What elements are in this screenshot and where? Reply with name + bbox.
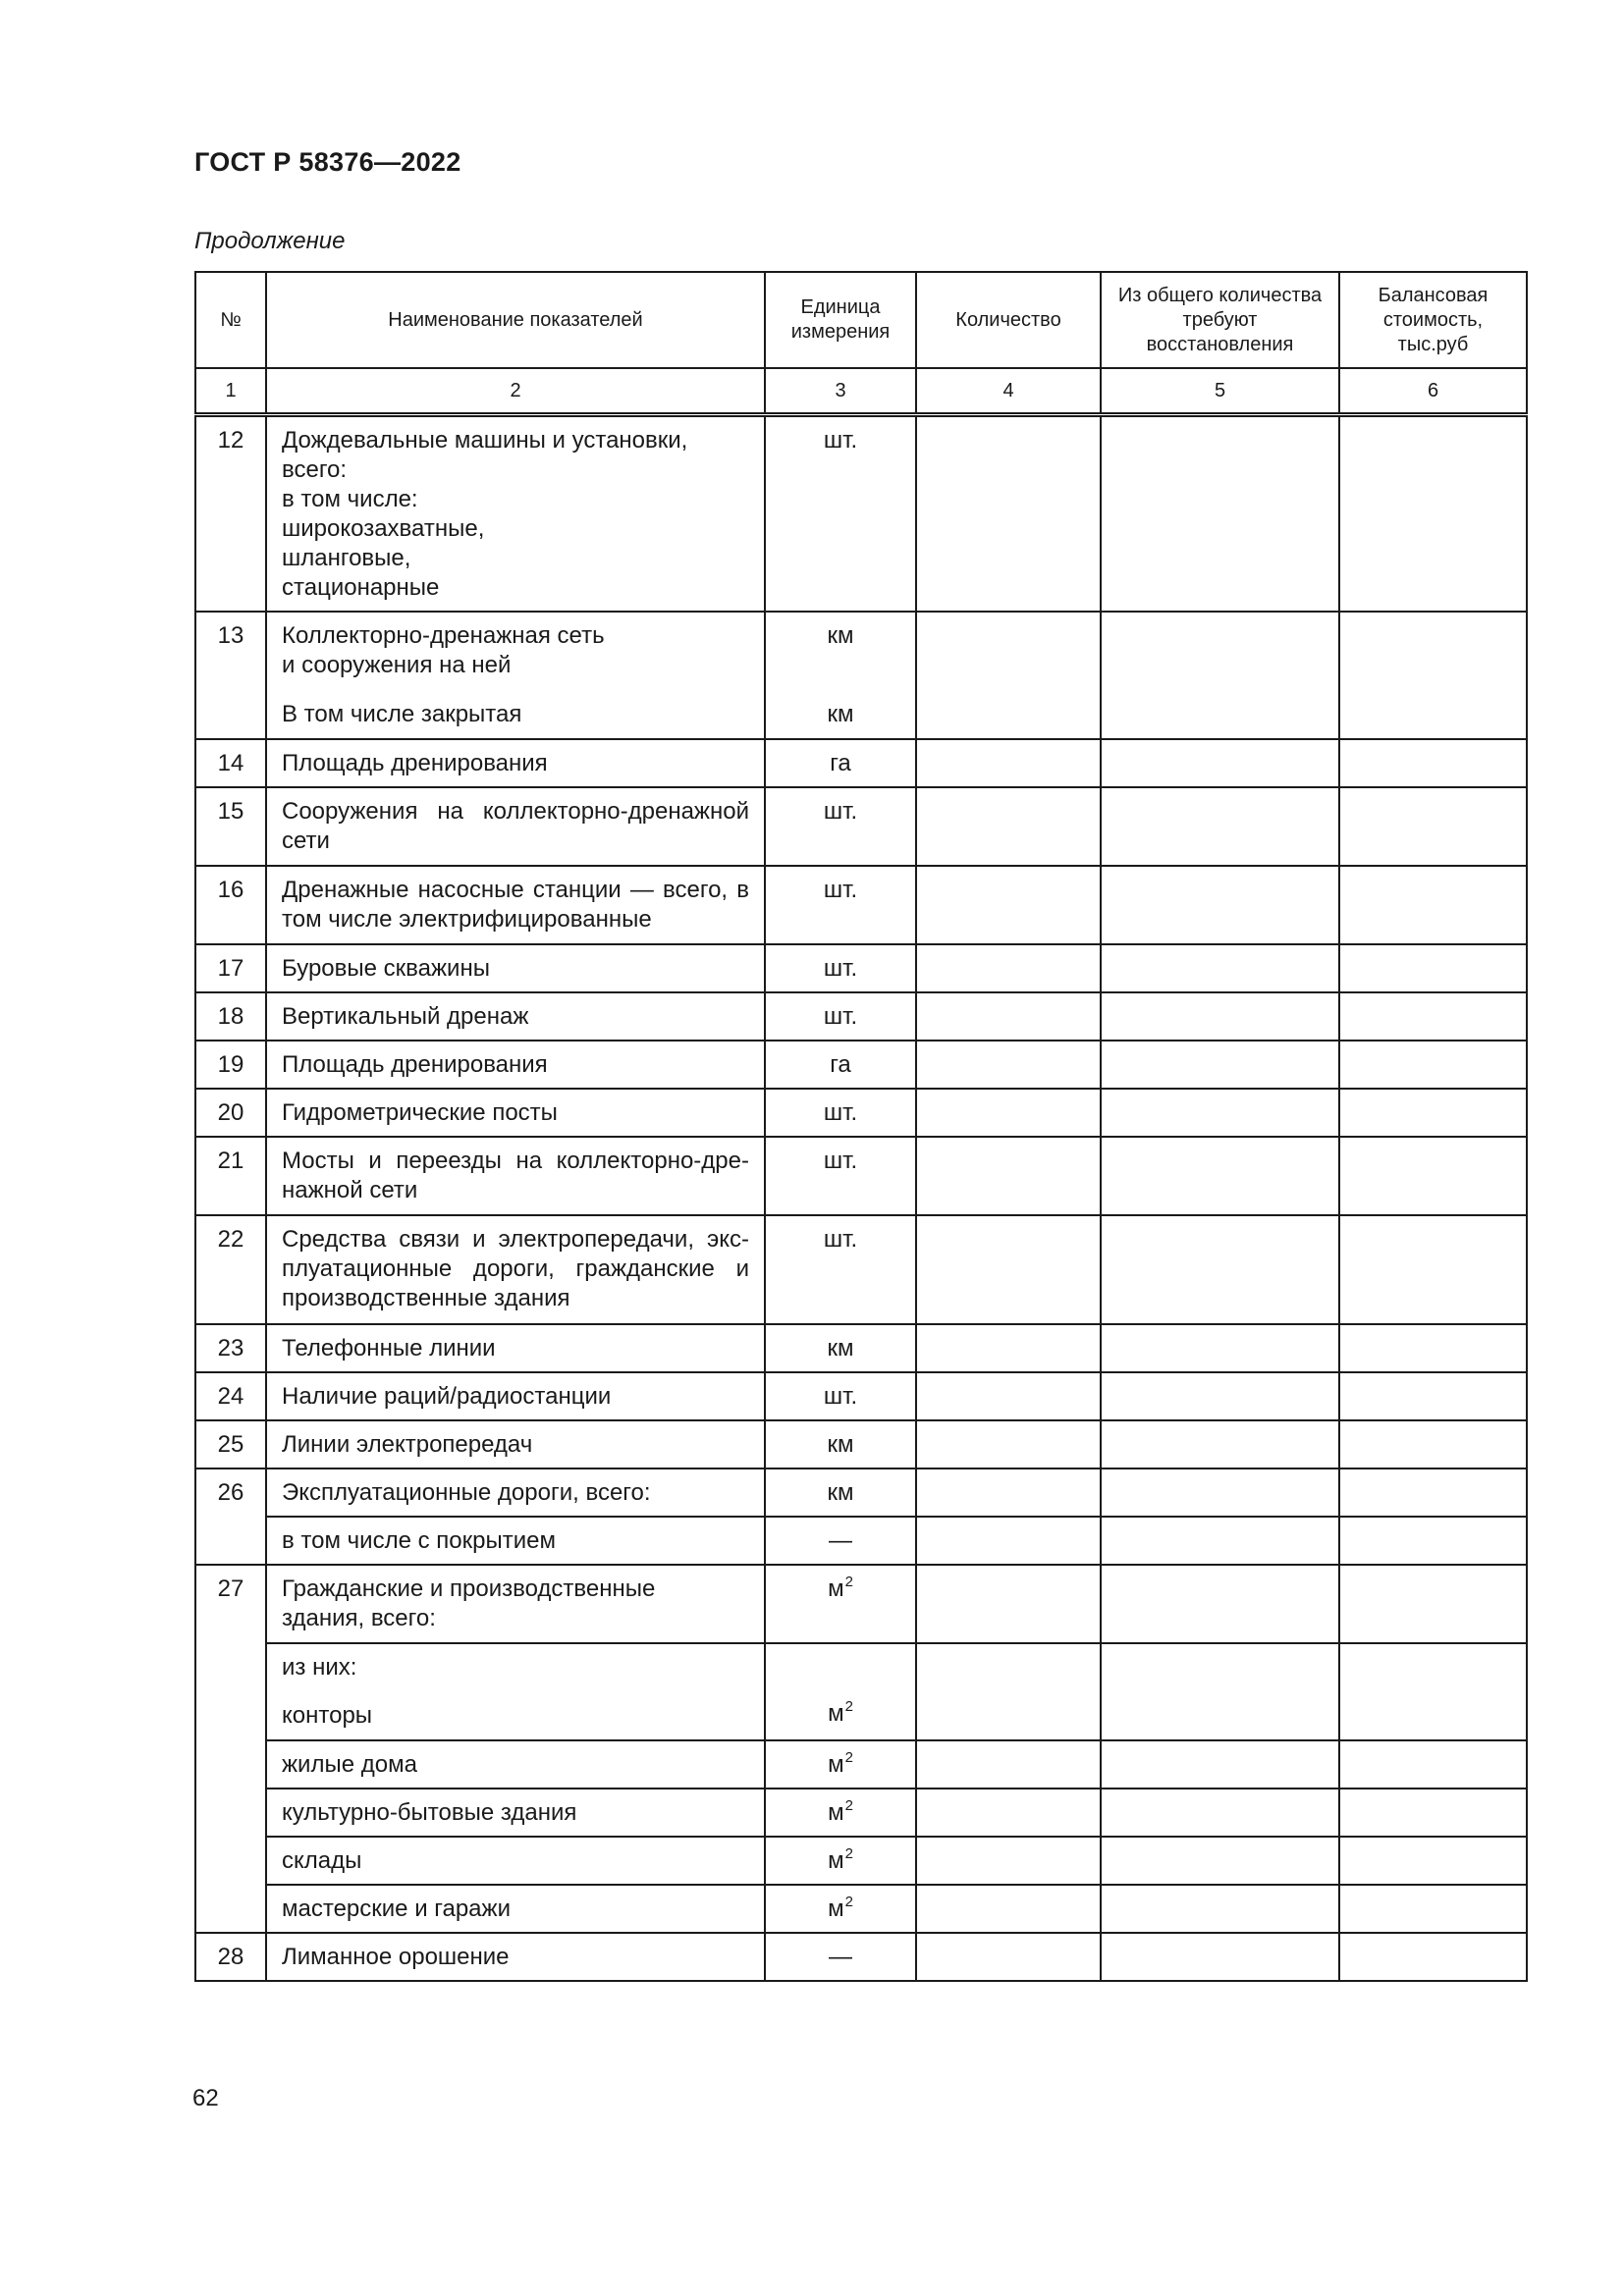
row-number: 13 [195, 612, 266, 739]
cell-quantity [916, 1517, 1101, 1565]
cell-quantity [916, 1215, 1101, 1324]
row-name: Линии электропередач [266, 1420, 765, 1468]
row-name-line: всего: [282, 456, 348, 483]
row-number: 20 [195, 1089, 266, 1137]
unit-exponent: 2 [844, 1845, 853, 1862]
row-name-line: широкозахватные, [282, 515, 485, 542]
row-name-line: шланговые, [282, 545, 411, 571]
table-row [195, 1372, 1527, 1420]
unit-base: м [828, 1575, 844, 1602]
table-row [195, 1789, 1527, 1837]
row-unit: км [765, 1420, 916, 1468]
table-row [195, 1041, 1527, 1089]
row-name: Площадь дренирования [266, 1041, 765, 1089]
table-row [195, 1885, 1527, 1933]
row-name-line: и сооружения на ней [282, 652, 512, 678]
cell-balance [1339, 1837, 1527, 1885]
row-name [266, 415, 765, 613]
column-numbers-row [195, 368, 1527, 415]
cell-quantity [916, 1885, 1101, 1933]
cell-restore [1101, 1885, 1339, 1933]
row-number: 21 [195, 1137, 266, 1215]
cell-balance [1339, 1565, 1527, 1643]
cell-balance [1339, 1885, 1527, 1933]
row-unit: — [765, 1933, 916, 1981]
row-unit: га [765, 1041, 916, 1089]
row-unit: шт. [765, 1137, 916, 1215]
row-name-line: В том числе закрытая [282, 701, 522, 727]
column-number: 5 [1101, 368, 1339, 415]
cell-restore [1101, 1372, 1339, 1420]
row-unit [765, 1565, 916, 1643]
row-name: Наличие раций/радиостанции [266, 1372, 765, 1420]
row-number: 17 [195, 944, 266, 992]
cell-balance [1339, 739, 1527, 787]
table-row [195, 1324, 1527, 1372]
table-row [195, 612, 1527, 739]
row-name: Средства связи и электропередачи, экс-плуатационные дороги, гражданские и производственные здания [266, 1215, 765, 1324]
row-name-line: Гражданские и производственные [282, 1575, 656, 1602]
table-row [195, 944, 1527, 992]
cell-quantity [916, 1643, 1101, 1740]
row-unit [765, 1643, 916, 1740]
table-row [195, 1933, 1527, 1981]
row-unit [765, 612, 916, 739]
row-name: жилые дома [266, 1740, 765, 1789]
cell-restore [1101, 415, 1339, 613]
cell-restore [1101, 1643, 1339, 1740]
cell-quantity [916, 1137, 1101, 1215]
row-unit: шт. [765, 992, 916, 1041]
cell-quantity [916, 1837, 1101, 1885]
row-name: в том числе с покрытием [266, 1517, 765, 1565]
cell-quantity [916, 787, 1101, 866]
unit-base: м [828, 1799, 844, 1826]
row-unit: км [765, 1468, 916, 1517]
table-row [195, 1565, 1527, 1643]
column-number: 4 [916, 368, 1101, 415]
cell-balance [1339, 1324, 1527, 1372]
header-balance: Балансовая стоимость, тыс.руб [1339, 272, 1527, 368]
row-number: 25 [195, 1420, 266, 1468]
row-name [266, 612, 765, 739]
row-name: склады [266, 1837, 765, 1885]
cell-quantity [916, 992, 1101, 1041]
cell-quantity [916, 739, 1101, 787]
column-number: 3 [765, 368, 916, 415]
row-number: 15 [195, 787, 266, 866]
cell-restore [1101, 1137, 1339, 1215]
table-row [195, 415, 1527, 613]
row-number: 18 [195, 992, 266, 1041]
cell-balance [1339, 992, 1527, 1041]
cell-balance [1339, 1517, 1527, 1565]
column-number: 1 [195, 368, 266, 415]
row-name [266, 1565, 765, 1643]
table-row [195, 1643, 1527, 1740]
cell-restore [1101, 739, 1339, 787]
table-row [195, 1420, 1527, 1468]
unit-base: м [828, 1700, 844, 1727]
cell-balance [1339, 1372, 1527, 1420]
row-number: 27 [195, 1565, 266, 1933]
unit-exponent: 2 [844, 1894, 853, 1910]
cell-restore [1101, 787, 1339, 866]
row-name-line: в том числе: [282, 486, 418, 512]
row-name: Дренажные насосные станции — всего, в том числе электрифицированные [266, 866, 765, 944]
cell-quantity [916, 1041, 1101, 1089]
row-unit: шт. [765, 944, 916, 992]
unit-base: м [828, 1751, 844, 1778]
unit-exponent: 2 [844, 1797, 853, 1814]
cell-restore [1101, 1420, 1339, 1468]
standard-title: ГОСТ Р 58376—2022 [194, 147, 461, 177]
cell-restore [1101, 992, 1339, 1041]
cell-quantity [916, 1420, 1101, 1468]
row-number: 12 [195, 415, 266, 613]
row-number: 16 [195, 866, 266, 944]
row-unit: шт. [765, 866, 916, 944]
cell-balance [1339, 1740, 1527, 1789]
row-name [266, 1643, 765, 1740]
row-unit-line: км [827, 701, 854, 727]
header-num: № [195, 272, 266, 368]
cell-restore [1101, 866, 1339, 944]
cell-restore [1101, 1565, 1339, 1643]
row-name: мастерские и гаражи [266, 1885, 765, 1933]
cell-quantity [916, 415, 1101, 613]
table-row [195, 1215, 1527, 1324]
unit-exponent: 2 [844, 1749, 853, 1766]
cell-quantity [916, 1372, 1101, 1420]
cell-restore [1101, 612, 1339, 739]
unit-base: м [828, 1847, 844, 1874]
row-number: 23 [195, 1324, 266, 1372]
cell-quantity [916, 1933, 1101, 1981]
cell-restore [1101, 1324, 1339, 1372]
row-number: 24 [195, 1372, 266, 1420]
row-name-line: стационарные [282, 574, 440, 601]
row-name: Телефонные линии [266, 1324, 765, 1372]
continuation-label: Продолжение [194, 228, 346, 254]
row-name-line: здания, всего: [282, 1605, 436, 1631]
row-name-line: из них: [282, 1654, 357, 1681]
cell-balance [1339, 866, 1527, 944]
row-number: 22 [195, 1215, 266, 1324]
row-number: 28 [195, 1933, 266, 1981]
row-unit: шт. [765, 1372, 916, 1420]
row-unit: шт. [765, 1089, 916, 1137]
unit-exponent: 2 [844, 1574, 853, 1590]
row-name: Буровые скважины [266, 944, 765, 992]
row-unit: шт. [765, 1215, 916, 1324]
row-name: культурно-бытовые здания [266, 1789, 765, 1837]
row-unit [765, 1885, 916, 1933]
cell-balance [1339, 944, 1527, 992]
row-name-line: Коллекторно-дренажная сеть [282, 622, 605, 649]
table-header-row [195, 272, 1527, 368]
row-unit [765, 1789, 916, 1837]
row-name: Лиманное орошение [266, 1933, 765, 1981]
cell-restore [1101, 1041, 1339, 1089]
row-number: 14 [195, 739, 266, 787]
cell-balance [1339, 1789, 1527, 1837]
row-name: Гидрометрические посты [266, 1089, 765, 1137]
table-row [195, 1468, 1527, 1517]
unit-base: м [828, 1896, 844, 1922]
page-number: 62 [192, 2085, 219, 2111]
cell-balance [1339, 612, 1527, 739]
header-name: Наименование показателей [266, 272, 765, 368]
cell-quantity [916, 612, 1101, 739]
cell-quantity [916, 1565, 1101, 1643]
cell-balance [1339, 1089, 1527, 1137]
row-unit: шт. [765, 787, 916, 866]
table-row [195, 866, 1527, 944]
cell-balance [1339, 415, 1527, 613]
cell-restore [1101, 1517, 1339, 1565]
unit-exponent: 2 [844, 1698, 853, 1715]
header-restore: Из общего количества требуют восстановления [1101, 272, 1339, 368]
cell-balance [1339, 1215, 1527, 1324]
cell-restore [1101, 1089, 1339, 1137]
row-name-line: Дождевальные машины и установки, [282, 427, 688, 454]
table-row [195, 739, 1527, 787]
row-name: Эксплуатационные дороги, всего: [266, 1468, 765, 1517]
cell-balance [1339, 1041, 1527, 1089]
cell-balance [1339, 787, 1527, 866]
row-number: 26 [195, 1468, 266, 1565]
row-unit [765, 1837, 916, 1885]
row-unit [765, 1740, 916, 1789]
row-unit: — [765, 1517, 916, 1565]
cell-balance [1339, 1933, 1527, 1981]
table-row [195, 1089, 1527, 1137]
cell-restore [1101, 1215, 1339, 1324]
cell-quantity [916, 1089, 1101, 1137]
table-row [195, 1137, 1527, 1215]
header-unit: Единица измерения [765, 272, 916, 368]
cell-quantity [916, 1789, 1101, 1837]
cell-balance [1339, 1137, 1527, 1215]
cell-restore [1101, 1837, 1339, 1885]
cell-quantity [916, 944, 1101, 992]
row-unit-line: км [827, 622, 854, 649]
cell-restore [1101, 1740, 1339, 1789]
row-number: 19 [195, 1041, 266, 1089]
column-number: 2 [266, 368, 765, 415]
table-row [195, 787, 1527, 866]
row-unit: км [765, 1324, 916, 1372]
cell-restore [1101, 944, 1339, 992]
table-row [195, 1517, 1527, 1565]
row-unit: шт. [765, 415, 916, 613]
row-unit: га [765, 739, 916, 787]
cell-quantity [916, 1468, 1101, 1517]
row-name: Мосты и переезды на коллекторно-дре-нажной сети [266, 1137, 765, 1215]
table-row [195, 992, 1527, 1041]
header-quantity: Количество [916, 272, 1101, 368]
row-name: Площадь дренирования [266, 739, 765, 787]
row-name: Вертикальный дренаж [266, 992, 765, 1041]
cell-quantity [916, 866, 1101, 944]
table-row [195, 1740, 1527, 1789]
cell-balance [1339, 1643, 1527, 1740]
row-name: Сооружения на коллекторно-дренажной сети [266, 787, 765, 866]
table-row [195, 1837, 1527, 1885]
cell-restore [1101, 1789, 1339, 1837]
cell-balance [1339, 1468, 1527, 1517]
indicators-table [194, 271, 1528, 1982]
cell-restore [1101, 1468, 1339, 1517]
cell-restore [1101, 1933, 1339, 1981]
column-number: 6 [1339, 368, 1527, 415]
cell-balance [1339, 1420, 1527, 1468]
cell-quantity [916, 1740, 1101, 1789]
row-name-line: конторы [282, 1702, 373, 1729]
cell-quantity [916, 1324, 1101, 1372]
